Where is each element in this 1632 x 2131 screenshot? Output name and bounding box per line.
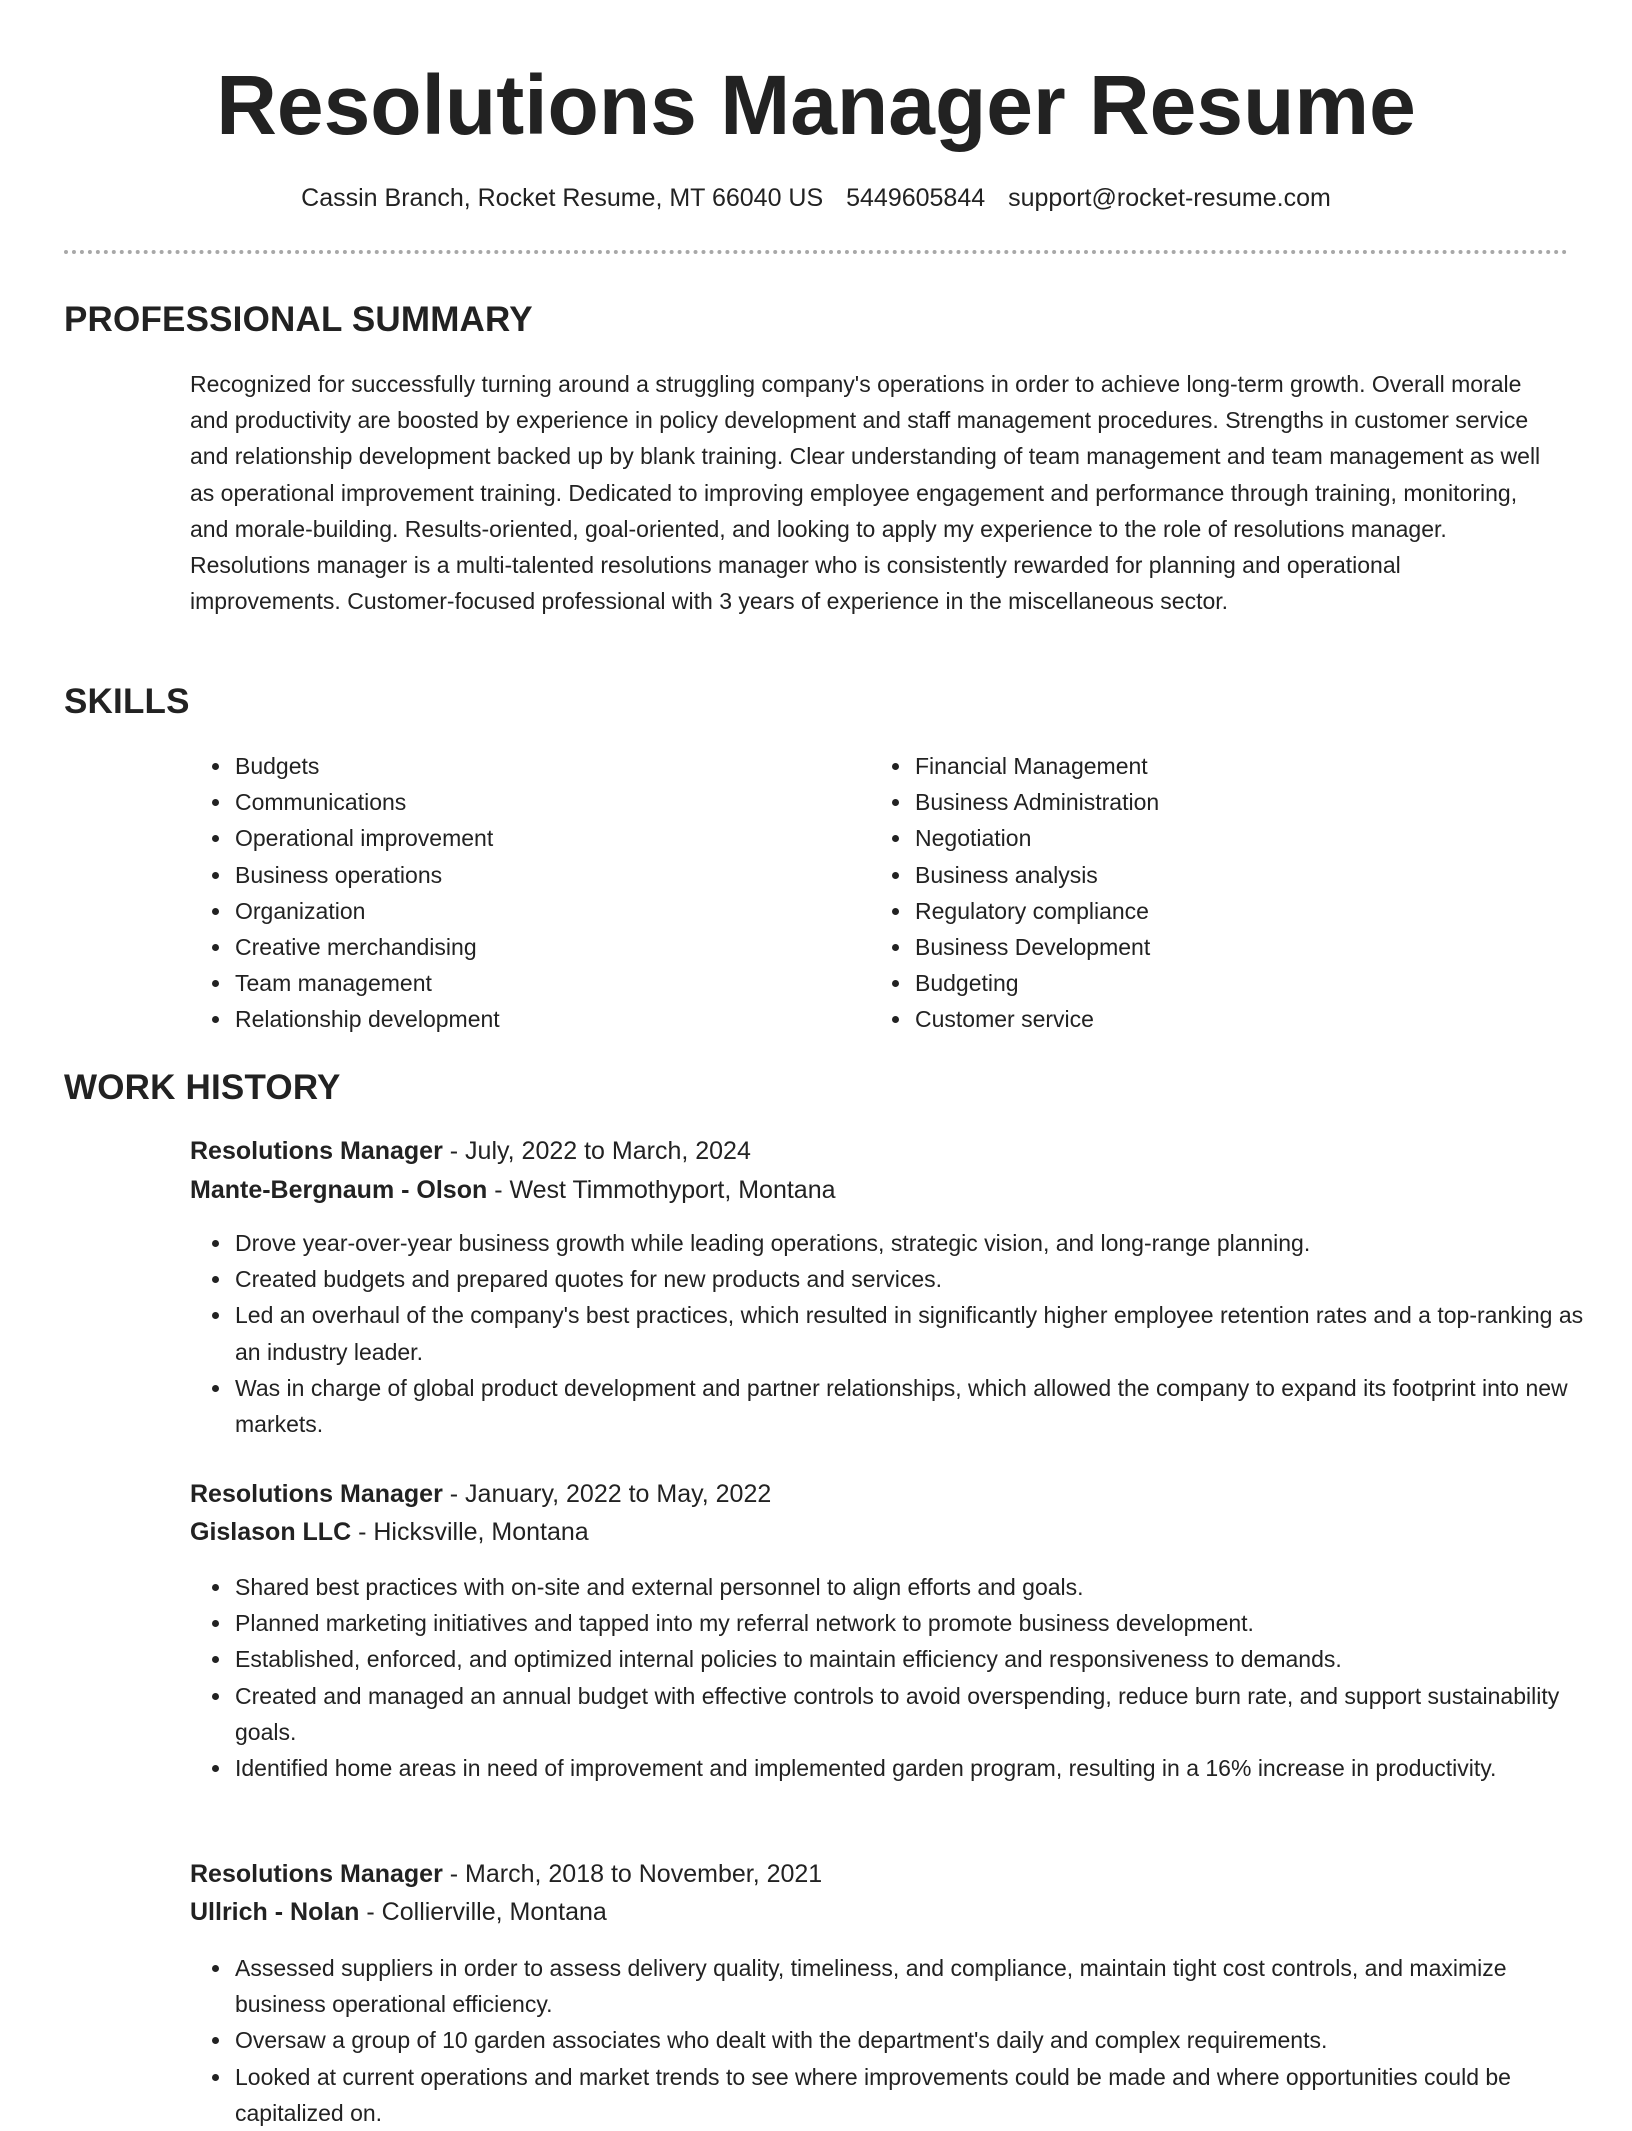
job-company: Mante-Bergnaum - Olson: [190, 1176, 488, 1204]
job-dates: - January, 2022 to May, 2022: [442, 1480, 772, 1508]
job-title: Resolutions Manager: [190, 1137, 443, 1165]
job-bullet: • Established, enforced, and optimized internal policies to maintain efficiency and responsiveness to demands.: [233, 1641, 1603, 1677]
skills-list-right: [870, 748, 1159, 1038]
job-bullets: [190, 1569, 1603, 1786]
skill-item: • Customer service: [913, 1001, 1159, 1037]
job-company-line: [190, 1171, 836, 1209]
skill-item: • Financial Management: [913, 748, 1159, 784]
skills-heading: SKILLS: [64, 682, 190, 721]
skill-item: • Business analysis: [913, 857, 1159, 893]
job-dates: - July, 2022 to March, 2024: [442, 1137, 751, 1165]
skill-item: • Budgets: [233, 748, 500, 784]
job-location: - Collierville, Montana: [359, 1898, 607, 1926]
summary-text: Recognized for successfully turning around a struggling company's operations in order to achieve long-term growth. Overall morale and productivity are boosted by experience in policy development and staff management procedures. Strengths in customer service and relationship development backed up by blank training. Clear understanding of team management and team management as well as operational improvement training. Dedicated to improving employee engagement and performance through training, monitoring, and morale-building. Results-oriented, goal-oriented, and looking to apply my experience to the role of resolutions manager. Resolutions manager is a multi-talented resolutions manager who is consistently rewarded for planning and operational improvements. Customer-focused professional with 3 years of experience in the miscellaneous sector.: [190, 371, 1541, 615]
job-bullet: • Shared best practices with on-site and external personnel to align efforts and goals.: [233, 1569, 1603, 1605]
job-company-line: [190, 1893, 607, 1931]
skill-item: • Organization: [233, 893, 500, 929]
skill-item: • Communications: [233, 784, 500, 820]
contact-line: [0, 178, 1632, 218]
skill-item: • Business Administration: [913, 784, 1159, 820]
job-dates: - March, 2018 to November, 2021: [442, 1860, 823, 1888]
skill-item: • Team management: [233, 965, 500, 1001]
job-bullets: [190, 1950, 1603, 2131]
job-bullet: • Looked at current operations and market trends to see where improvements could be made and where opportunities could be capitalized on.: [233, 2059, 1603, 2131]
job-location: - Hicksville, Montana: [351, 1518, 589, 1546]
skill-item: • Creative merchandising: [233, 929, 500, 965]
job-bullet: • Assessed suppliers in order to assess delivery quality, timeliness, and compliance, maintain tight cost controls, and maximize business operational efficiency.: [233, 1950, 1603, 2022]
job-bullet: • Drove year-over-year business growth while leading operations, strategic vision, and long-range planning.: [233, 1225, 1603, 1261]
job-title-line: [190, 1132, 751, 1170]
contact-phone: 5449605844: [846, 184, 986, 212]
skill-item: • Business operations: [233, 857, 500, 893]
job-title-line: [190, 1475, 771, 1513]
contact-address: Cassin Branch, Rocket Resume, MT 66040 US: [301, 184, 824, 212]
job-company-line: [190, 1513, 589, 1551]
job-bullet: • Led an overhaul of the company's best practices, which resulted in significantly higher employee retention rates and a top-ranking as an industry leader.: [233, 1297, 1603, 1369]
skill-item: • Regulatory compliance: [913, 893, 1159, 929]
job-bullets: [190, 1225, 1603, 1442]
job-bullet: • Created and managed an annual budget with effective controls to avoid overspending, reduce burn rate, and support sustainability goals.: [233, 1678, 1603, 1750]
skills-list-left: [190, 748, 500, 1038]
job-company: Ullrich - Nolan: [190, 1898, 360, 1926]
work-history-heading: WORK HISTORY: [64, 1068, 341, 1107]
skill-item: • Operational improvement: [233, 820, 500, 856]
skill-item: • Budgeting: [913, 965, 1159, 1001]
job-title: Resolutions Manager: [190, 1860, 443, 1888]
skill-item: • Negotiation: [913, 820, 1159, 856]
header-divider: [64, 250, 1568, 254]
summary-heading: PROFESSIONAL SUMMARY: [64, 300, 533, 339]
job-bullet: • Identified home areas in need of improvement and implemented garden program, resulting in a 16% increase in productivity.: [233, 1750, 1603, 1786]
skill-item: • Business Development: [913, 929, 1159, 965]
job-bullet: • Created budgets and prepared quotes for new products and services.: [233, 1261, 1603, 1297]
contact-email: support@rocket-resume.com: [1008, 184, 1331, 212]
job-bullet: • Was in charge of global product development and partner relationships, which allowed the company to expand its footprint into new markets.: [233, 1370, 1603, 1442]
page-title: Resolutions Manager Resume: [216, 58, 1416, 152]
job-bullet: • Planned marketing initiatives and tapped into my referral network to promote business development.: [233, 1605, 1603, 1641]
job-title-line: [190, 1855, 822, 1893]
job-company: Gislason LLC: [190, 1518, 352, 1546]
job-bullet: • Oversaw a group of 10 garden associates who dealt with the department's daily and complex requirements.: [233, 2022, 1603, 2058]
job-location: - West Timmothyport, Montana: [487, 1176, 836, 1204]
skill-item: • Relationship development: [233, 1001, 500, 1037]
job-title: Resolutions Manager: [190, 1480, 443, 1508]
